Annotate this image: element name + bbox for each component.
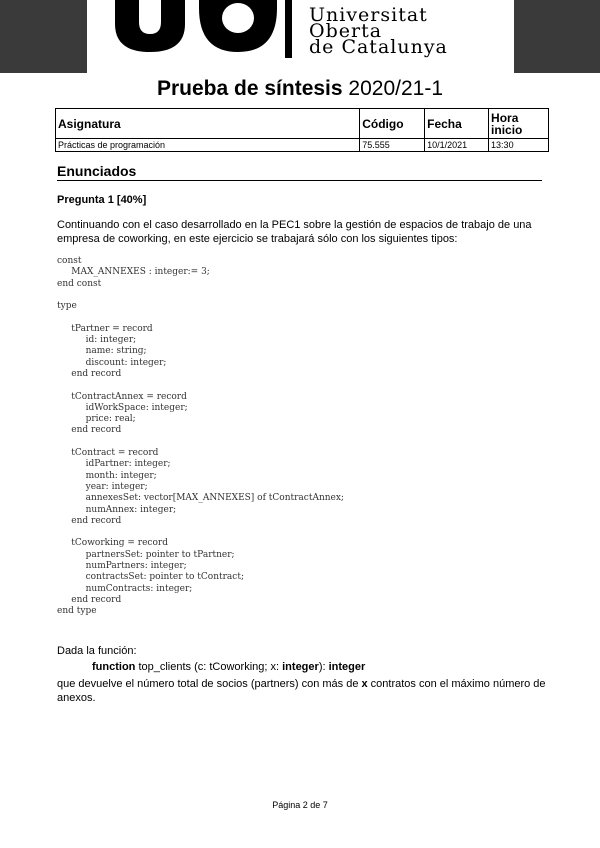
cell-code: 75.555 (360, 139, 425, 152)
function-intro: Dada la función: (57, 645, 137, 657)
question-title: Pregunta 1 [40%] (57, 194, 147, 206)
kw-integer-param: integer (282, 661, 319, 673)
cell-date: 10/1/2021 (425, 139, 489, 152)
function-signature (92, 660, 365, 674)
code-line: end type (57, 606, 97, 617)
code-line: end record (57, 425, 122, 436)
code-line: numContracts: integer; (57, 583, 193, 594)
code-line: month: integer; (57, 470, 157, 481)
code-line: name: string; (57, 346, 147, 357)
page-footer: Página 2 de 7 (272, 800, 328, 810)
code-line: end const (57, 278, 102, 289)
code-line: idWorkSpace: integer; (57, 402, 188, 413)
code-line: end record (57, 515, 122, 526)
title-rest: 2020/21-1 (342, 77, 443, 100)
brand-line-1: Universitat (309, 4, 428, 26)
code-line: tContract = record (57, 448, 159, 459)
header-subject: Asignatura (56, 109, 360, 139)
cell-subject: Prácticas de programación (56, 139, 360, 152)
intro-paragraph: Continuando con el caso desarrollado en la PEC1 sobre la gestión de espacios de trabajo de una empresa de coworking, en este ejercicio se trabajará sólo con los siguientes tipos: (57, 219, 532, 245)
code-line: contractsSet: pointer to tContract; (57, 572, 244, 583)
page-title (0, 76, 600, 102)
code-line: tPartner = record (57, 323, 153, 334)
code-line: numPartners: integer; (57, 561, 187, 572)
header-code: Código (360, 109, 425, 139)
code-line: end record (57, 594, 122, 605)
code-line: tContractAnnex = record (57, 391, 187, 402)
title-bold: Prueba de síntesis (157, 77, 343, 100)
desc-x: x (361, 678, 368, 690)
brand-line-2: Oberta (309, 20, 383, 42)
cell-start-time: 13:30 (489, 139, 549, 152)
info-table-header-row (56, 109, 549, 139)
desc-before: que devuelve el número total de socios (partners) con más de (57, 678, 362, 690)
function-description (57, 677, 547, 705)
code-line: id: integer; (57, 335, 137, 346)
uoc-logo (87, 0, 514, 73)
header-start-time: Hora inicio (489, 109, 549, 139)
kw-integer-return: integer (328, 661, 366, 673)
code-line: year: integer; (57, 481, 148, 492)
brand-line-3: de Catalunya (309, 36, 448, 58)
code-line: discount: integer; (57, 357, 167, 368)
fn-name-params: top_clients (c: tCoworking; x: (135, 661, 283, 673)
code-line: numAnnex: integer; (57, 504, 177, 515)
code-line: const (57, 256, 82, 266)
desc-after: contratos con el máximo número de anexos. (57, 678, 546, 704)
fn-close: ): (318, 661, 329, 673)
code-line: MAX_ANNEXES : integer:= 3; (57, 267, 210, 278)
info-table (55, 108, 549, 152)
uoc-logo-mark (87, 0, 514, 73)
info-table-row (56, 139, 549, 152)
code-line: partnersSet: pointer to tPartner; (57, 549, 235, 560)
header-date: Fecha (425, 109, 489, 139)
code-line: end record (57, 368, 122, 379)
code-block (57, 256, 344, 618)
code-line: tCoworking = record (57, 538, 168, 549)
code-line: idPartner: integer; (57, 459, 171, 470)
kw-function: function (92, 661, 136, 673)
code-line: type (57, 301, 77, 312)
section-title: Enunciados (57, 162, 542, 181)
code-line: annexesSet: vector[MAX_ANNEXES] of tContractAnnex; (57, 493, 344, 504)
code-line: price: real; (57, 414, 136, 425)
